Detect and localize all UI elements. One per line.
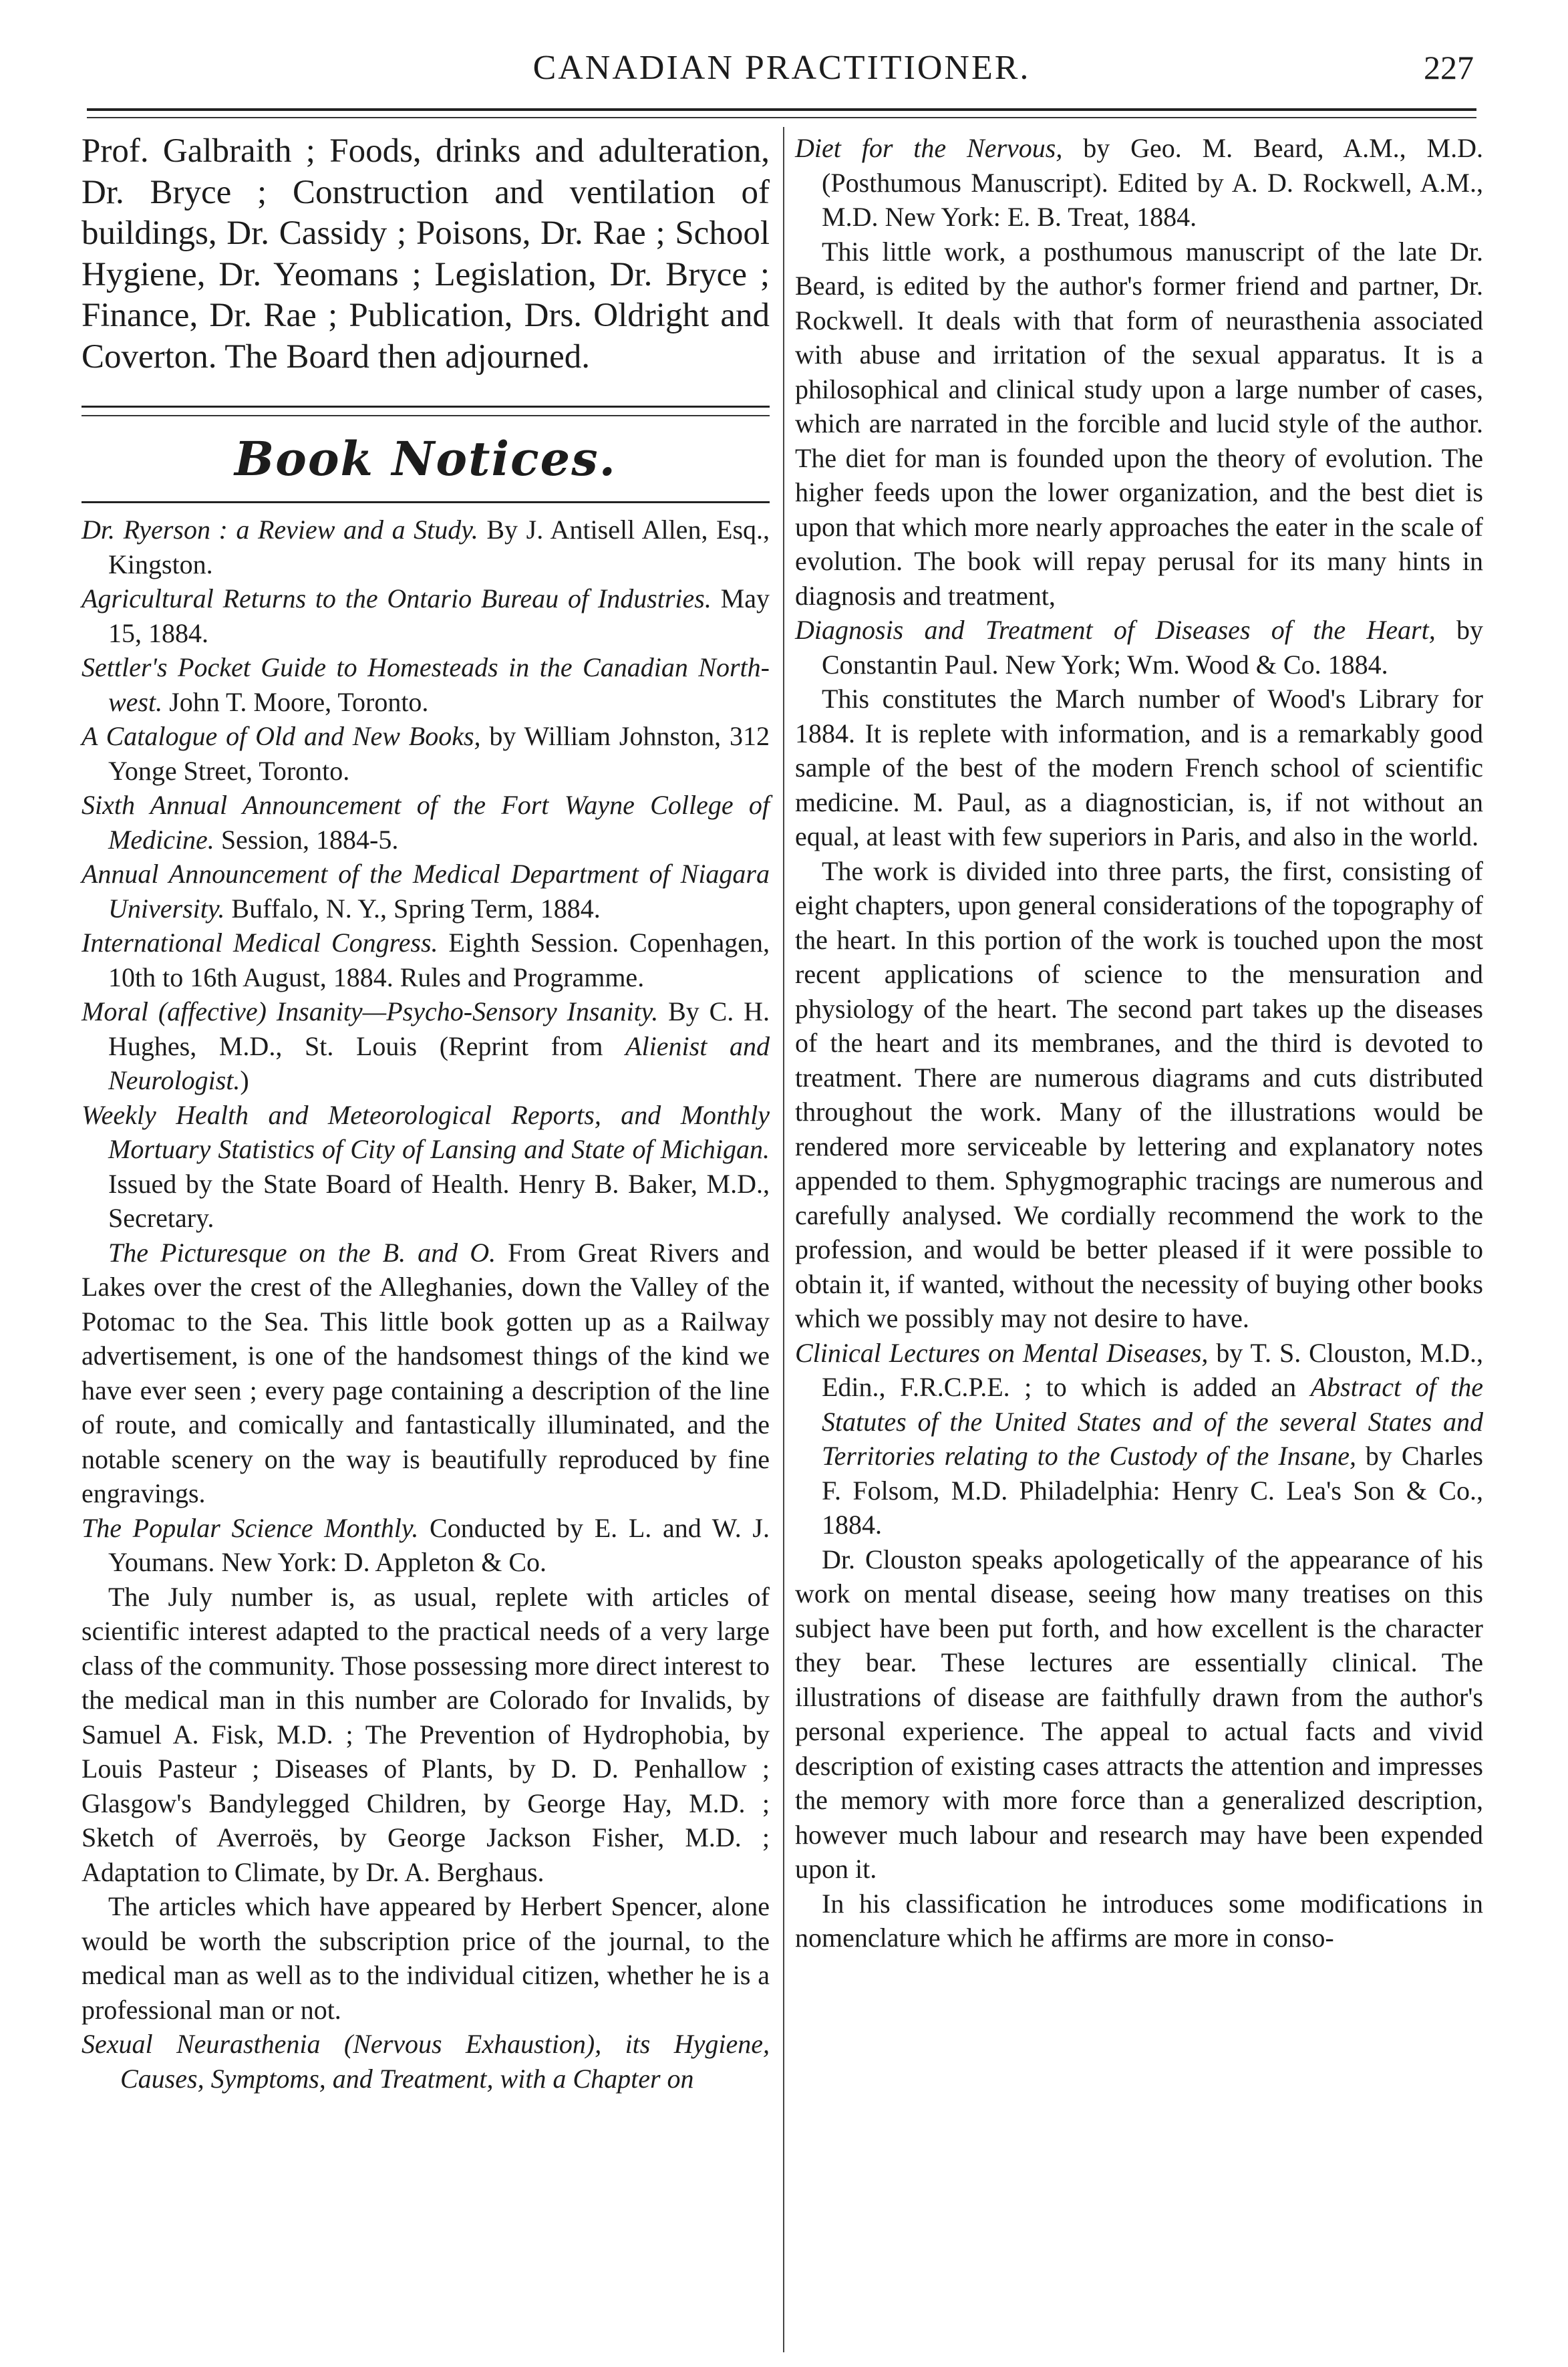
- notice-ryerson: [82, 513, 770, 581]
- notice-title: The Picturesque on the B. and O.: [108, 1237, 496, 1268]
- notice-details: Conducted by E. L. and W. J. Youmans. New York: D. Appleton & Co.: [108, 1512, 770, 1577]
- notice-title: Sixth Annual Announcement of the Fort Wayne College of Medicine.: [82, 790, 770, 855]
- notice-details: by T. S. Clouston, M.D., Edin., F.R.C.P.E. ; to which is added an: [822, 1337, 1483, 1402]
- spencer-paragraph: The articles which have appeared by Herbert Spencer, alone would be worth the subscription price of the journal, to the medical man as well as to the individual citizen, whether he is a professional man or not.: [82, 1891, 770, 2025]
- notice-title: Dr. Ryerson : a Review and a Study.: [82, 515, 478, 545]
- notice-settlers-guide: [82, 650, 770, 719]
- notice-details: by Geo. M. Beard, A.M., M.D. (Posthumous Manuscript). Edited by A. D. Rockwell, A.M., M.D. New York: E. B. Treat, 1884.: [822, 133, 1484, 232]
- notice-details: May 15, 1884.: [108, 583, 770, 648]
- notice-popular-science: [82, 1511, 770, 1580]
- header-rule: [87, 108, 1476, 111]
- section-title: Book Notices.: [234, 431, 617, 486]
- notice-title: Moral (affective) Insanity—Psycho-Sensory Insanity.: [82, 996, 659, 1026]
- notice-title: International Medical Congress.: [82, 928, 438, 958]
- notice-health-reports: [82, 1098, 770, 1236]
- board-minutes-paragraph: Prof. Galbraith ; Foods, drinks and adulteration, Dr. Bryce ; Construction and ventilation of buildings, Dr. Cassidy ; Poisons, Dr. Rae ; School Hygiene, Dr. Yeomans ; Legislation, Dr. Bryce ; Finance, Dr. Rae ; Publication, Drs. Oldright and Coverton. The Board then adjourned.: [82, 132, 770, 376]
- section-rule: [82, 406, 770, 416]
- notice-picturesque: [82, 1236, 770, 1511]
- notice-diet-for-nervous: [795, 131, 1483, 235]
- notice-agricultural-returns: [82, 581, 770, 650]
- notice-title: Diagnosis and Treatment of Diseases of the Heart,: [795, 615, 1436, 645]
- notice-details: Eighth Session. Copenhagen, 10th to 16th August, 1884. Rules and Programme.: [108, 928, 770, 992]
- running-header: [87, 40, 1476, 107]
- notice-details: John T. Moore, Toronto.: [162, 686, 429, 717]
- notice-details: Buffalo, N. Y., Spring Term, 1884.: [224, 893, 601, 924]
- notice-title: Agricultural Returns to the Ontario Bureau of Industries.: [82, 583, 712, 613]
- notice-moral-insanity: [82, 994, 770, 1098]
- page-number: 227: [1424, 49, 1474, 86]
- left-column: [82, 131, 770, 2096]
- notice-details: By J. Antisell Allen, Esq., Kingston.: [108, 515, 770, 579]
- header-rule-thin: [87, 117, 1476, 118]
- notice-congress: [82, 926, 770, 994]
- notice-subtitle: Abstract of the Statutes of the United States and of the several States and Territories relating to the Custody of the Insane,: [822, 1372, 1483, 1471]
- notice-title: A Catalogue of Old and New Books,: [82, 721, 481, 751]
- column-divider: [783, 127, 784, 2352]
- running-title: CANADIAN PRACTITIONER.: [532, 49, 1031, 87]
- notice-title: Diet for the Nervous,: [795, 133, 1063, 163]
- heart-review-paragraph-1: This constitutes the March number of Wood's Library for 1884. It is replete with information, and is a remarkably good sample of the best of the modern French school of scientific medicine. M. Paul, as a diagnostician, is, if not without an equal, at least with few superiors in Paris, and also in the world.: [795, 684, 1483, 851]
- notice-title: The Popular Science Monthly.: [82, 1512, 419, 1543]
- notice-end: by Charles F. Folsom, M.D. Philadelphia: Henry C. Lea's Son & Co., 1884.: [822, 1441, 1484, 1540]
- notice-journal: Alienist and Neurologist.: [108, 1030, 770, 1095]
- notice-title: Clinical Lectures on Mental Diseases,: [795, 1337, 1209, 1368]
- popular-science-paragraph: The July number is, as usual, replete with articles of scientific interest adapted to the practical needs of a very large class of the community. Those possessing more direct interest to the medical man in this number are Colorado for Invalids, by Samuel A. Fisk, M.D. ; The Prevention of Hydrophobia, by Louis Pasteur ; Diseases of Plants, by D. D. Penhallow ; Glasgow's Bandylegged Children, by George Hay, M.D. ; Sketch of Averroës, by George Jackson Fisher, M.D. ; Adaptation to Climate, by Dr. A. Berghaus.: [82, 1581, 770, 1887]
- notice-clinical-lectures: [795, 1336, 1483, 1542]
- notice-catalogue: [82, 719, 770, 788]
- notice-fort-wayne: [82, 788, 770, 857]
- notice-details: From Great Rivers and Lakes over the crest of the Alleghanies, down the Valley of the Potomac to the Sea. This little book gotten up as a Railway advertisement, is one of the handsomest things of the kind we have ever seen ; every page containing a description of the line of route, and comically and fantastically illuminated, and the notable scenery on the way is beautifully reproduced by fine engravings.: [82, 1237, 770, 1508]
- notice-sexual-neurasthenia: Sexual Neurasthenia (Nervous Exhaustion), its Hygiene, Causes, Symptoms, and Treatment, with a Chapter on: [82, 2029, 770, 2094]
- notice-details: Session, 1884-5.: [214, 824, 399, 855]
- notice-niagara: [82, 857, 770, 926]
- notice-title: Annual Announcement of the Medical Department of Niagara University.: [82, 859, 770, 924]
- right-column: [795, 131, 1483, 1955]
- diet-review-paragraph: This little work, a posthumous manuscript of the late Dr. Beard, is edited by the author's former friend and partner, Dr. Rockwell. It deals with that form of neurasthenia associated with abuse and irritation of the sexual apparatus. It is a philosophical and clinical study upon a large number of cases, which are narrated in the forcible and lucid style of the author. The diet for man is founded upon the theory of evolution. The higher feeds upon the lower organization, and the best diet is upon that which more nearly approaches the eater in the scale of evolution. The book will repay perusal for its many hints in diagnosis and treatment,: [795, 236, 1483, 611]
- notice-title: Weekly Health and Meteorological Reports, and Monthly Mortuary Statistics of City of Lansing and State of Michigan.: [82, 1099, 770, 1164]
- notice-details: By C. H. Hughes, M.D., St. Louis (Reprint from: [108, 996, 770, 1061]
- section-title-rule: [82, 501, 770, 503]
- notice-details: Issued by the State Board of Health. Henry B. Baker, M.D., Secretary.: [108, 1168, 770, 1233]
- heart-review-paragraph-2: The work is divided into three parts, the first, consisting of eight chapters, upon general considerations of the topography of the heart. In this portion of the work is touched upon the most recent applications of science to the mensuration and physiology of the heart. The second part takes up the diseases of the heart and its membranes, and the third is devoted to treatment. There are numerous diagrams and cuts distributed throughout the work. Many of the illustrations would be rendered more serviceable by lettering and explanatory notes appended to them. Sphygmographic tracings are numerous and carefully analysed. We cordially recommend the work to the profession, and would be better pleased if it were possible to obtain it, if wanted, without the necessity of buying other books which we possibly may not desire to have.: [795, 855, 1483, 1333]
- clouston-review-paragraph-1: Dr. Clouston speaks apologetically of the appearance of his work on mental disease, seeing how many treatises on this subject have been put forth, and how excellent is the character they bear. These lectures are essentially clinical. The illustrations of disease are faithfully drawn from the author's personal experience. The appeal to actual facts and vivid description of existing cases attracts the attention and impresses the memory with more force than a generalized description, however much labour and research may have been expended upon it.: [795, 1544, 1483, 1884]
- notice-details: by William Johnston, 312 Yonge Street, Toronto.: [108, 721, 770, 786]
- notice-diseases-of-heart: [795, 613, 1483, 682]
- notice-details: by Constantin Paul. New York; Wm. Wood & Co. 1884.: [822, 615, 1484, 680]
- clouston-review-paragraph-2: In his classification he introduces some modifications in nomenclature which he affirms are more in conso-: [795, 1888, 1483, 1953]
- notice-end: ): [240, 1065, 249, 1095]
- notice-title: Settler's Pocket Guide to Homesteads in the Canadian North-west.: [82, 652, 770, 717]
